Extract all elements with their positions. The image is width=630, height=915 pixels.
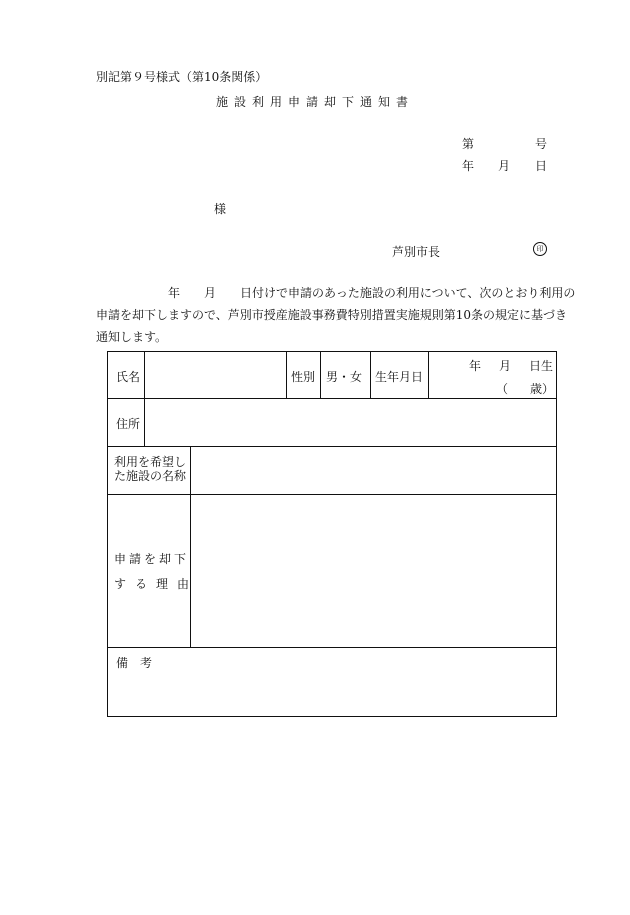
reason-label-line1: 申請を却下: [114, 552, 190, 566]
seal-mark: 印: [533, 242, 547, 256]
facility-label: 利用を希望した施設の名称: [114, 455, 187, 483]
remarks-field[interactable]: [108, 648, 556, 716]
dob-year: 年: [469, 359, 482, 373]
age-close: 歳）: [530, 382, 555, 396]
address-field[interactable]: [145, 399, 556, 446]
issue-date-day: 日: [535, 159, 548, 173]
body-month: 月: [204, 286, 217, 300]
col-divider: [370, 352, 371, 398]
dob-day: 日生: [529, 359, 554, 373]
sex-options[interactable]: 男・女: [326, 370, 363, 384]
body-text-line1: 日付けで申請のあった施設の利用について、次のとおり利用の: [240, 286, 576, 300]
remarks-label: 備 考: [116, 656, 153, 670]
sender-name: 芦別市長: [392, 245, 441, 259]
dob-label: 生年月日: [375, 370, 424, 384]
name-field[interactable]: [145, 352, 286, 398]
document-number-suffix: 号: [535, 137, 548, 151]
reason-field[interactable]: [191, 495, 556, 647]
form-code: 別記第９号様式（第10条関係）: [96, 70, 268, 84]
notice-form-table: [107, 351, 557, 717]
document-number-prefix: 第: [462, 137, 475, 151]
document-title: 施設利用申請却下通知書: [215, 95, 414, 109]
notice-body: [96, 282, 576, 348]
col-divider: [320, 352, 321, 398]
address-label: 住所: [116, 417, 141, 431]
sex-label: 性別: [291, 370, 316, 384]
facility-field[interactable]: [191, 447, 556, 494]
body-year: 年: [168, 286, 181, 300]
reason-label-line2: する理由: [114, 577, 199, 591]
dob-month: 月: [499, 359, 512, 373]
col-divider: [428, 352, 429, 398]
col-divider: [286, 352, 287, 398]
name-label: 氏名: [116, 370, 141, 384]
issue-date-month: 月: [498, 159, 511, 173]
age-open: （: [496, 382, 509, 396]
body-text-rest: 申請を却下しますので、芦別市授産施設事務費特別措置実施規則第10条の規定に基づき通知します。: [96, 308, 568, 344]
issue-date-year: 年: [462, 159, 475, 173]
recipient-honorific: 様: [214, 202, 227, 216]
